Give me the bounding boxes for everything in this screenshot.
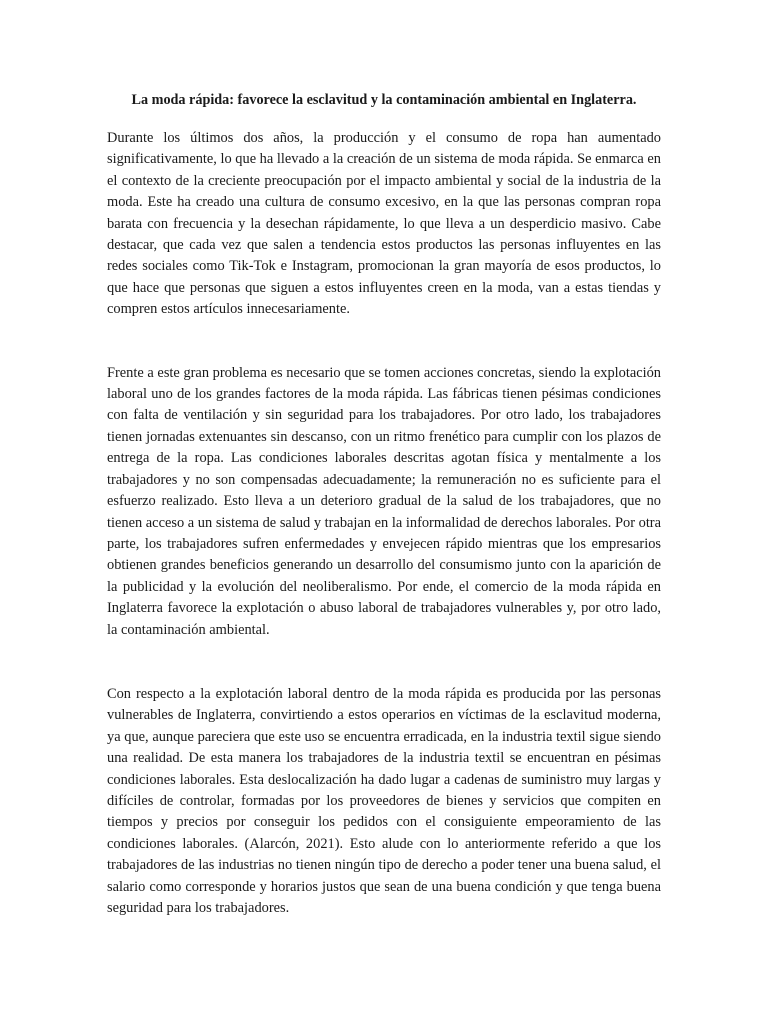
paragraph-3: Con respecto a la explotación laboral dentro de la moda rápida es producida por las personas vulnerables de Inglaterra, convirtiendo a estos operarios en víctimas de la esclavitud moderna, ya que, aunque pareciera que este uso se encuentra erradicada, en la industria textil sigue siendo una realidad. De esta manera los trabajadores de la industria textil se encuentran en pésimas condiciones laborales. Esta deslocalización ha dado lugar a cadenas de suministro muy largas y difíciles de controlar, formadas por los proveedores de bienes y servicios que compiten en tiempos y precios por conseguir los pedidos con el consiguiente empeoramiento de las condiciones laborales. (Alarcón, 2021). Esto alude con lo anteriormente referido a que los trabajadores de las industrias no tienen ningún tipo de derecho a poder tener una buena salud, el salario como corresponde y horarios justos que sean de una buena condición y que tenga buena seguridad para los trabajadores. — [107, 685, 661, 916]
paragraph-2: Frente a este gran problema es necesario que se tomen acciones concretas, siendo la explotación laboral uno de los grandes factores de la moda rápida. Las fábricas tienen pésimas condiciones con falta de ventilación y sin seguridad para los trabajadores. Por otro lado, los trabajadores tienen jornadas extenuantes sin descanso, con un ritmo frenético para cumplir con los plazos de entrega de la ropa. Las condiciones laborales descritas agotan física y mentalmente a los trabajadores y no son compensadas adecuadamente; la remuneración no es suficiente para el esfuerzo realizado. Esto lleva a un deterioro gradual de la salud de los trabajadores, que no tienen acceso a un sistema de salud y trabajan en la informalidad de derechos laborales. Por otra parte, los trabajadores sufren enfermedades y envejecen rápido mientras que los empresarios obtienen grandes beneficios generando un desarrollo del consumismo junto con la aparición de la publicidad y la evolución del neoliberalismo. Por ende, el comercio de la moda rápida en Inglaterra favorece la explotación o abuso laboral de trabajadores vulnerables y, por otro lado, la contaminación ambiental. — [107, 364, 661, 638]
paragraph-1: Durante los últimos dos años, la producción y el consumo de ropa han aumentado significativamente, lo que ha llevado a la creación de un sistema de moda rápida. Se enmarca en el contexto de la creciente preocupación por el impacto ambiental y social de la industria de la moda. Este ha creado una cultura de consumo excesivo, en la que las personas compran ropa barata con frecuencia y la desechan rápidamente, lo que lleva a un desperdicio masivo. Cabe destacar, que cada vez que salen a tendencia estos productos las personas influyentes en las redes sociales como Tik-Tok e Instagram, promocionan la gran mayoría de esos productos, lo que hace que personas que siguen a estos influyentes creen en la moda, van a estas tiendas y compren estos artículos innecesariamente. — [107, 130, 661, 318]
document-title: La moda rápida: favorece la esclavitud y la contaminación ambiental en Inglaterra. — [131, 92, 637, 108]
document-page — [107, 90, 661, 919]
